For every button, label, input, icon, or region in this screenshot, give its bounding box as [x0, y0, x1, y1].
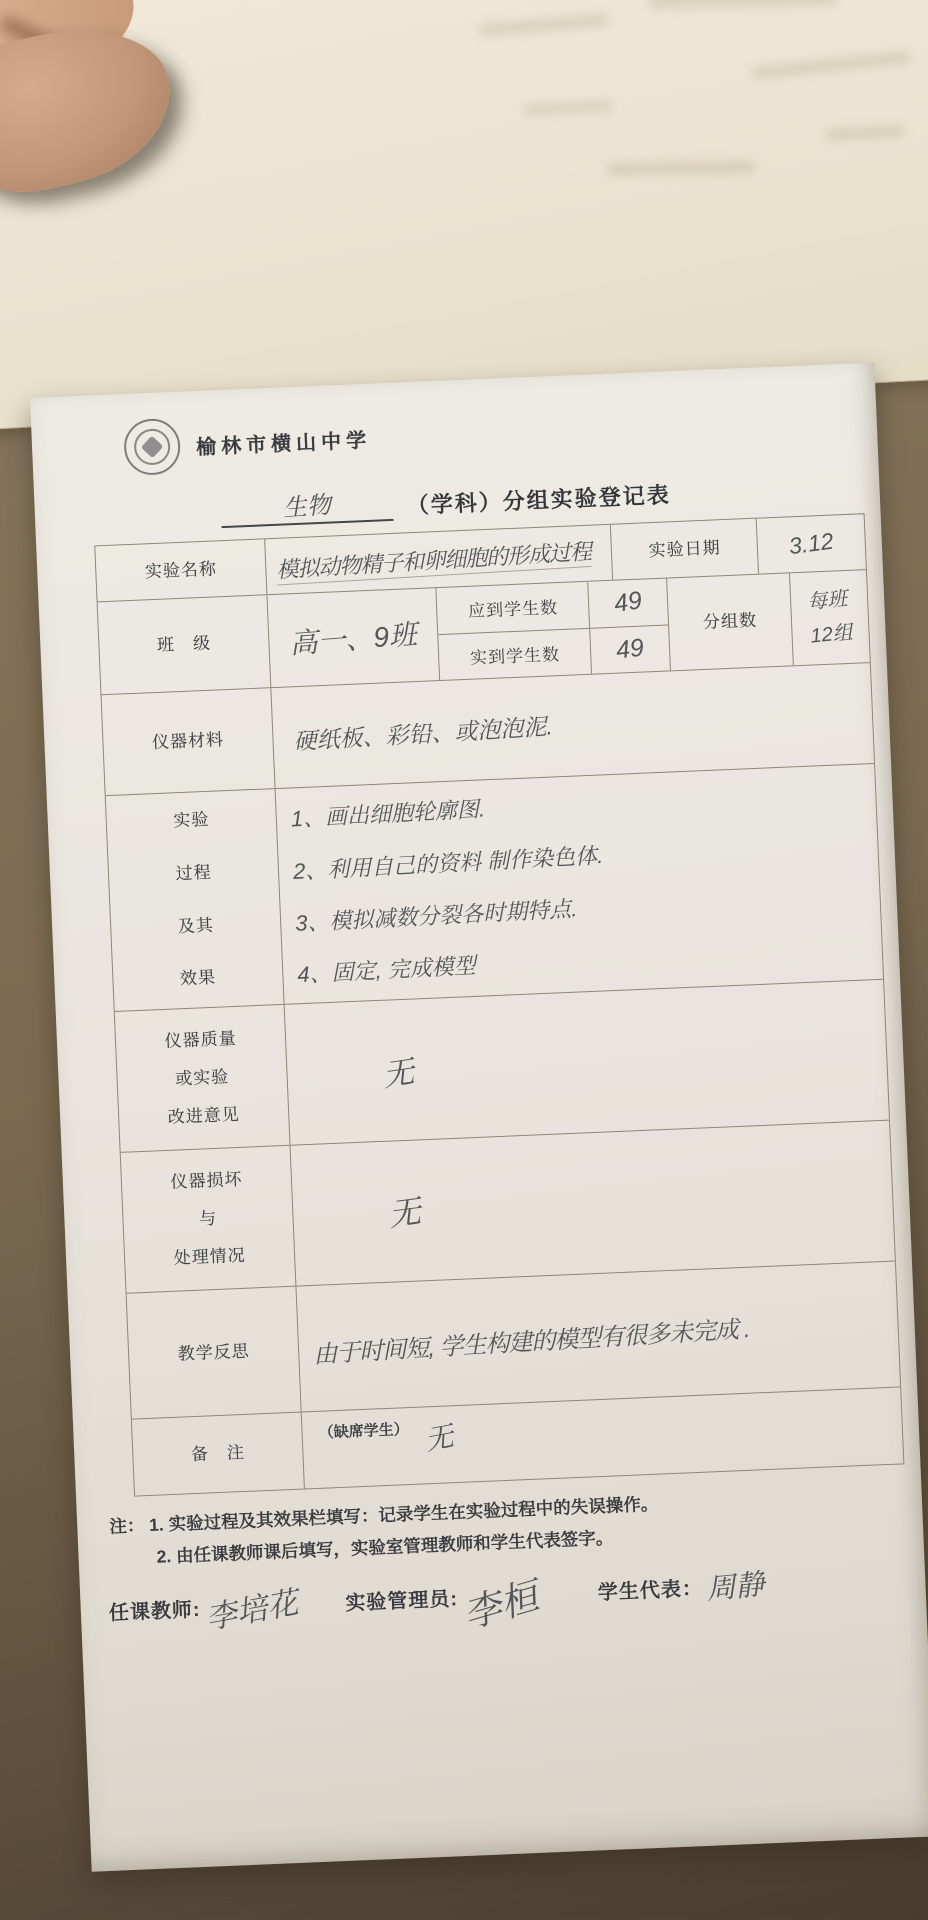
footnote-item-1: 1. 实验过程及其效果栏填写：记录学生在实验过程中的失误操作。	[148, 1493, 659, 1535]
equipment-quality-value: 无	[284, 980, 889, 1145]
school-seal-icon	[123, 418, 181, 476]
actual-students-label: 实到学生数	[469, 644, 561, 668]
materials-label: 仪器材料	[151, 730, 225, 753]
teacher-signature-label: 任课教师:	[108, 1598, 202, 1625]
remarks-hint: （缺席学生）	[318, 1421, 410, 1442]
bleed-through-mark	[648, 0, 838, 8]
process-line-1: 1、画出细胞轮廓图.	[290, 795, 486, 831]
student-counts	[436, 579, 670, 681]
form-title-text: （学科）分组实验登记表	[406, 482, 672, 519]
actual-students-value: 49	[589, 625, 670, 674]
footnote-prefix: 注：	[108, 1515, 145, 1537]
subject-handwritten: 生物	[281, 491, 332, 523]
process-value	[275, 764, 883, 1004]
remarks-label: 备 注	[190, 1443, 246, 1465]
student-rep-signature-name: 周静	[705, 1568, 767, 1607]
remarks-handwritten: 无	[422, 1420, 456, 1457]
process-line-3: 3、模拟减数分裂各时期特点.	[294, 895, 579, 936]
teacher-signature-name: 李培花	[202, 1584, 301, 1636]
groups-label: 分组数	[666, 573, 793, 670]
process-line-4: 4、固定, 完成模型	[296, 952, 477, 987]
bleed-through-mark	[523, 101, 613, 116]
student-rep-signature-label: 学生代表：	[597, 1577, 704, 1605]
equipment-damage-value: 无	[290, 1121, 895, 1286]
lab-manager-signature-name: 李桓	[459, 1575, 544, 1638]
experiment-date-value: 3.12	[756, 514, 866, 573]
materials-value: 硬纸板、彩铅、或泡泡泥.	[271, 663, 874, 788]
lab-manager-signature	[344, 1575, 544, 1638]
actual-students-row	[439, 624, 670, 680]
experiment-name-value: 模拟动物精子和卵细胞的形成过程	[264, 525, 612, 594]
teacher-signature	[108, 1584, 301, 1636]
lab-manager-signature-label: 实验管理员:	[344, 1588, 459, 1615]
footnotes	[109, 1478, 908, 1574]
equipment-quality-label: 仪器质量 或实验 改进意见	[164, 1028, 241, 1127]
footnote-item-2: 2. 由任课教师课后填写，实验室管理教师和学生代表签字。	[156, 1527, 614, 1567]
row-process	[106, 763, 883, 1011]
expected-students-value: 49	[587, 579, 668, 628]
subject-underline	[220, 483, 393, 528]
bleed-through-mark	[751, 51, 911, 80]
class-value: 高一、9班	[267, 588, 440, 687]
expected-students-label: 应到学生数	[467, 598, 559, 622]
groups-value: 每班 12组	[789, 570, 870, 665]
class-label: 班 级	[156, 634, 212, 656]
experiment-name-label: 实验名称	[144, 559, 218, 582]
equipment-damage-label: 仪器损坏 与 处理情况	[170, 1169, 247, 1268]
experiment-date-label: 实验日期	[610, 519, 758, 580]
bleed-through-mark	[607, 161, 757, 176]
form-page	[30, 363, 928, 1872]
bleed-through-mark	[479, 13, 610, 36]
experiment-form-table	[94, 513, 904, 1496]
student-rep-signature	[597, 1569, 765, 1611]
teaching-reflection-label: 教学反思	[177, 1341, 251, 1364]
form-page-content	[30, 363, 928, 1872]
bleed-through-mark	[825, 125, 905, 140]
school-name: 榆林市横山中学	[195, 429, 372, 459]
teaching-reflection-value: 由于时间短, 学生构建的模型有很多未完成 .	[296, 1262, 901, 1412]
process-label: 实验 过程 及其 效果	[173, 809, 217, 989]
process-line-2: 2、利用自己的资料 制作染色体.	[292, 842, 604, 884]
signature-row	[108, 1563, 910, 1645]
